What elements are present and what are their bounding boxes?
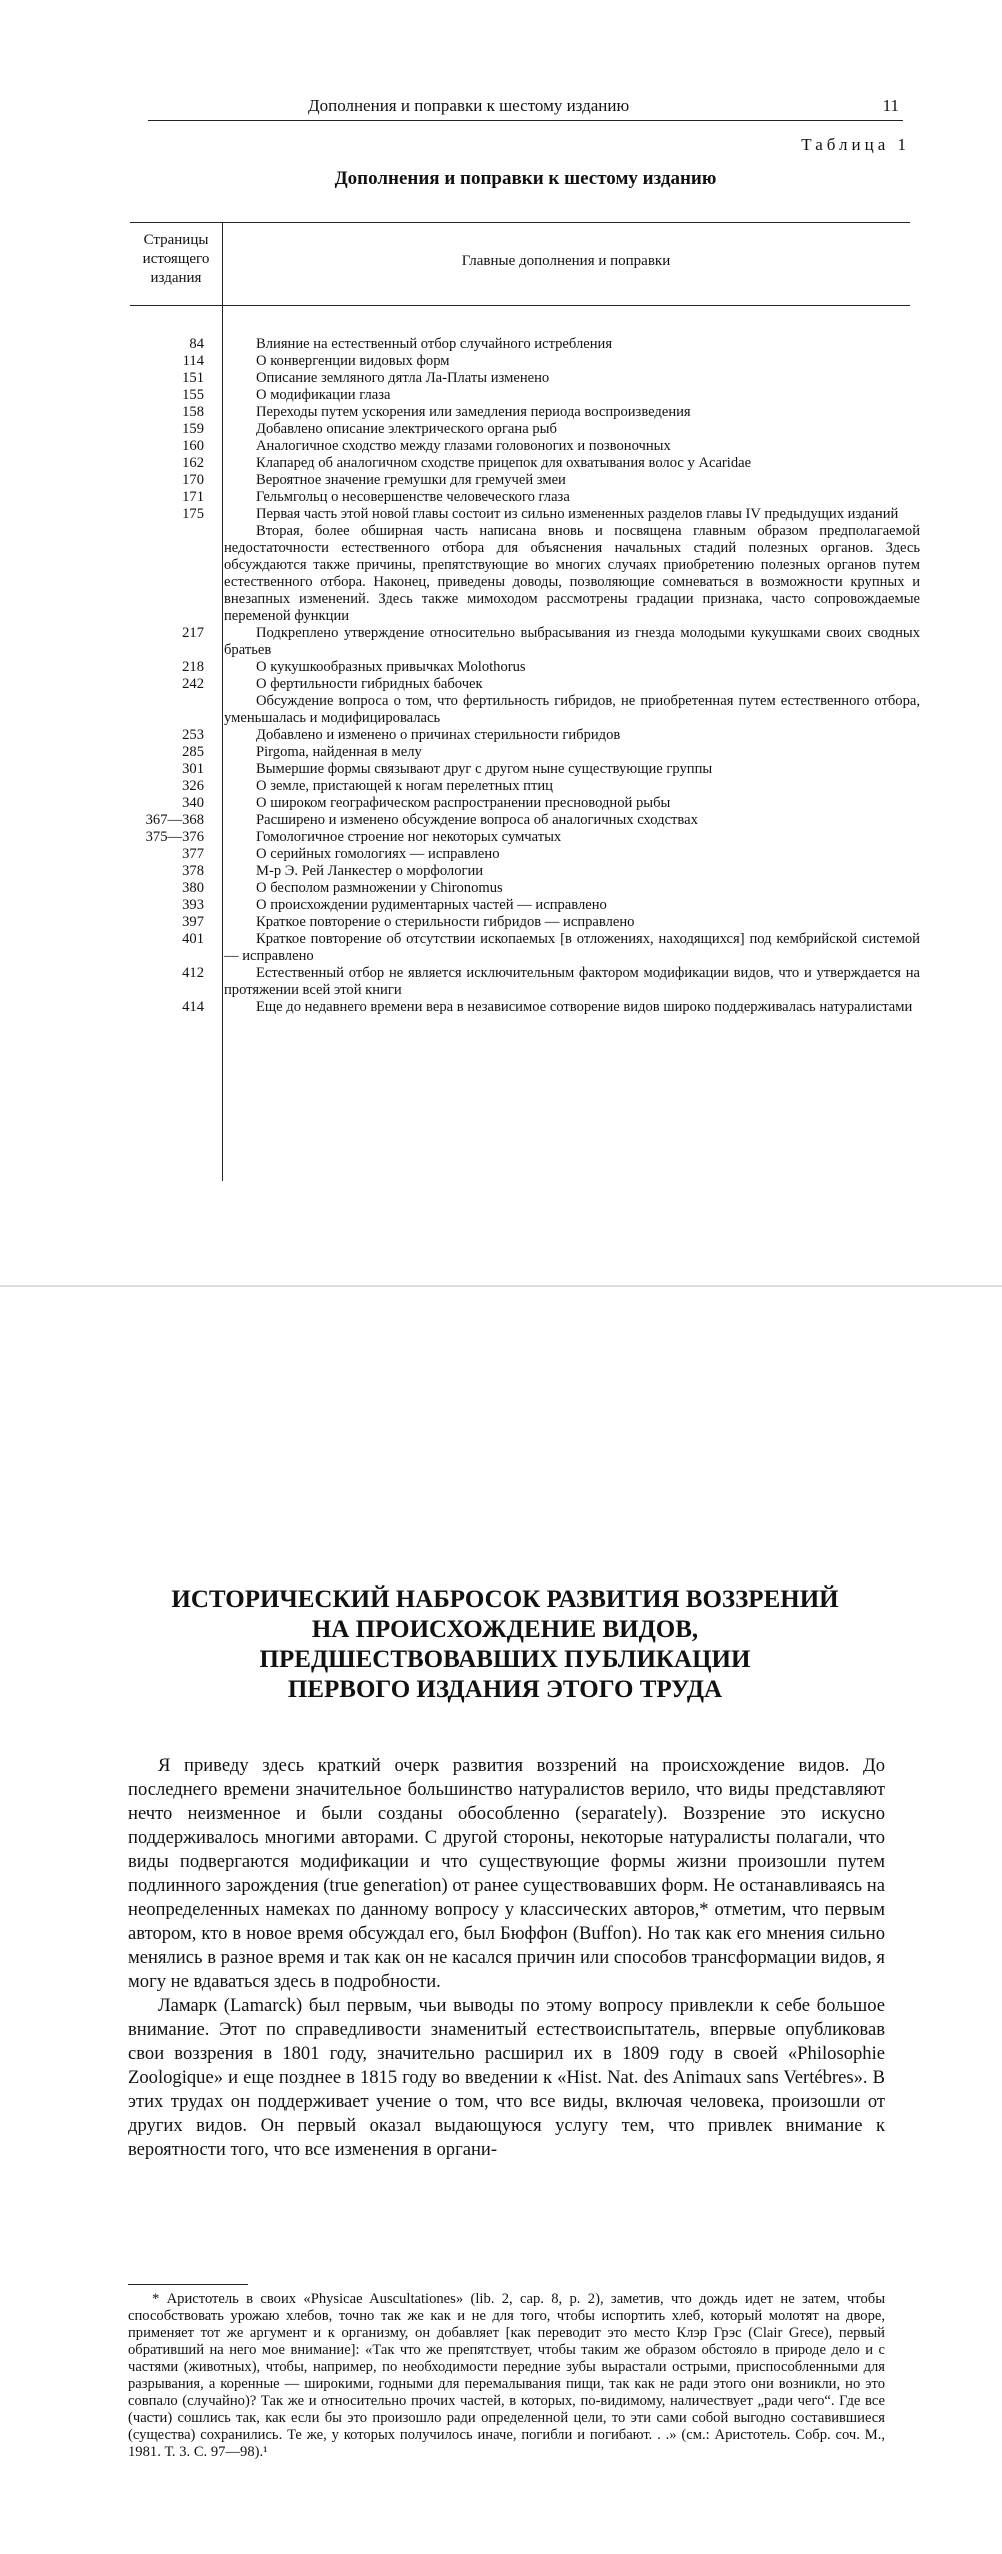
table-row <box>130 421 920 438</box>
column-header-pages: Страницы истоящего издания <box>142 232 210 286</box>
row-change-text: Добавлено и изменено о причинах стерильности гибридов <box>256 727 621 743</box>
table-row <box>130 438 920 455</box>
table-row <box>130 846 920 863</box>
row-page-number: 114 <box>182 353 204 369</box>
row-change-text: Естественный отбор не является исключительным фактором модификации видов, что и утверждается на протяжении всей этой книги <box>224 965 920 998</box>
table-row <box>130 880 920 897</box>
row-change-text: Переходы путем ускорения или замедления периода воспроизведения <box>256 404 691 420</box>
row-change-text: Аналогичное сходство между глазами головоногих и позвоночных <box>256 438 671 454</box>
footnote: * Аристотель в своих «Physicae Auscultationes» (lib. 2, cap. 8, p. 2), заметив, что дождь идет не затем, чтобы способствовать урожаю хлебов, точно так же как и не для того, чтобы испортить хлеб, который молотят на дворе, применяет тот же аргумент и к организму, он добавляет [как переводит это место Клэр Грэс (Clair Grece), первый обративший на него мое внимание]: «Так что же препятствует, чтобы таким же образом обстояло в природе дело и с частями (животных), чтобы, например, по необходимости передние зубы вырастали острыми, приспособленными для разрывания, а коренные — широкими, годными для перемалывания пищи, так как не ради этого они возникли, но это совпало (случайно)? Так же и относительно прочих частей, в которых, по-видимому, наличествует „ради чего“. Где все (части) сошлись так, как если бы это произошло ради определенной цели, то эти сами собой выгодно составившиеся (существа) сохранились. Те же, у которых получилось иначе, погибли и погибают. . .» (см.: Аристотель. Собр. соч. М., 1981. Т. 3. С. 97—98).¹ <box>128 2291 885 2460</box>
row-change-text: О фертильности гибридных бабочек <box>256 676 483 692</box>
row-change-text: Вероятное значение гремушки для гремучей змеи <box>256 472 566 488</box>
row-page-number: 218 <box>182 659 204 675</box>
table-row <box>130 676 920 693</box>
paragraph: Ламарк (Lamarck) был первым, чьи выводы по этому вопросу привлекли к себе большое внимание. Этот по справедливости знаменитый естествоиспытатель, впервые опубликовав свои воззрения в 1801 году, значительно расширил их в 1809 году в своей «Philosophie Zoologique» и еще позднее в 1815 году во введении к «Hist. Nat. des Animaux sans Vertébres». В этих трудах он поддерживает учение о том, что все виды, включая человека, произошли от других видов. Он первый оказал выдающуюся услугу тем, что привлек внимание к вероятности того, что все изменения в органи- <box>128 1995 885 2160</box>
table-row <box>130 795 920 812</box>
table-row <box>130 472 920 489</box>
table-row <box>130 693 920 727</box>
row-change-text: Гомологичное строение ног некоторых сумчатых <box>256 829 562 845</box>
row-change-text: Краткое повторение об отсутствии ископаемых [в отложениях, находящихся] под кембрийской системой — исправлено <box>224 931 920 964</box>
table-row <box>130 744 920 761</box>
table-row <box>130 455 920 472</box>
table-header <box>130 222 910 306</box>
row-page-number: 380 <box>182 880 204 896</box>
row-page-number: 155 <box>182 387 204 403</box>
row-page-number: 285 <box>182 744 204 760</box>
table-row <box>130 931 920 965</box>
row-change-text: Влияние на естественный отбор случайного истребления <box>256 336 613 352</box>
row-change-text: Еще до недавнего времени вера в независимое сотворение видов широко поддерживалась натуралистами <box>256 999 913 1015</box>
row-page-number: 242 <box>182 676 204 692</box>
row-page-number: 84 <box>189 336 204 352</box>
row-change-text: Краткое повторение о стерильности гибридов — исправлено <box>256 914 635 930</box>
table-row <box>130 387 920 404</box>
row-page-number <box>130 693 214 727</box>
row-change-text: О серийных гомологиях — исправлено <box>256 846 500 862</box>
row-page-number: 158 <box>182 404 204 420</box>
row-change-text: Вторая, более обширная часть написана вновь и посвящена главным образом предполагаемой недостаточности естественного отбора для объяснения начальных стадий полезных органов. Здесь обсуждаются также причины, препятствующие во многих случаях приобретению полезных органов путем естественного отбора. Наконец, приведены доводы, позволяющие сомневаться в возможности крупных и внезапных изменений. Здесь также мимоходом рассмотрены градации признака, часто сопровождаемые переменой функции <box>224 523 920 624</box>
table-title: Дополнения и поправки к шестому изданию <box>334 168 717 189</box>
table-row <box>130 659 920 676</box>
row-change-text: О широком географическом распространении пресноводной рыбы <box>256 795 671 811</box>
table-row <box>130 761 920 778</box>
row-change-text: Обсуждение вопроса о том, что фертильность гибридов, не приобретенная путем естественного отбора, уменьшалась и модифицировалась <box>224 693 920 726</box>
table-row <box>130 353 920 370</box>
row-page-number: 175 <box>182 506 204 522</box>
row-page-number: 159 <box>182 421 204 437</box>
row-change-text: Описание земляного дятла Ла-Платы изменено <box>256 370 550 386</box>
row-page-number: 414 <box>182 999 204 1015</box>
row-change-text: Добавлено описание электрического органа рыб <box>256 421 557 437</box>
table-row <box>130 999 920 1016</box>
row-page-number: 378 <box>182 863 204 879</box>
body-text <box>128 1754 885 2162</box>
table-row <box>130 863 920 880</box>
row-page-number: 253 <box>182 727 204 743</box>
table-row <box>130 625 920 659</box>
row-page-number: 301 <box>182 761 204 777</box>
row-change-text: О модификации глаза <box>256 387 391 403</box>
row-change-text: Подкреплено утверждение относительно выбрасывания из гнезда молодыми кукушками своих сводных братьев <box>224 625 920 658</box>
row-change-text: Клапаред об аналогичном сходстве прицепок для охватывания волос у Acaridae <box>256 455 752 471</box>
row-page-number: 412 <box>182 965 204 981</box>
row-page-number: 401 <box>182 931 204 947</box>
row-page-number: 375—376 <box>145 829 204 845</box>
table-row <box>130 523 920 625</box>
table-row <box>130 897 920 914</box>
row-change-text: Гельмгольц о несовершенстве человеческого глаза <box>256 489 570 505</box>
row-change-text: М-р Э. Рей Ланкестер о морфологии <box>256 863 484 879</box>
row-page-number: 171 <box>182 489 204 505</box>
row-page-number: 377 <box>182 846 204 862</box>
table-row <box>130 506 920 523</box>
row-page-number: 340 <box>182 795 204 811</box>
row-page-number: 393 <box>182 897 204 913</box>
running-head <box>148 96 903 121</box>
row-page-number: 162 <box>182 455 204 471</box>
table-label: Таблица 1 <box>801 135 910 154</box>
chapter-title: ИСТОРИЧЕСКИЙ НАБРОСОК РАЗВИТИЯ ВОЗЗРЕНИЙ НА ПРОИСХОЖДЕНИЕ ВИДОВ, ПРЕДШЕСТВОВАВШИХ ПУБЛИКАЦИИ ПЕРВОГО ИЗДАНИЯ ЭТОГО ТРУДА <box>171 1586 839 1703</box>
row-change-text: Расширено и изменено обсуждение вопроса об аналогичных сходствах <box>256 812 698 828</box>
column-header-changes: Главные дополнения и поправки <box>461 253 671 269</box>
table-body <box>130 336 920 1016</box>
table-row <box>130 404 920 421</box>
row-change-text: О происхождении рудиментарных частей — исправлено <box>256 897 607 913</box>
footnote-rule <box>128 2284 248 2285</box>
table-row <box>130 829 920 846</box>
row-change-text: Pirgoma, найденная в мелу <box>256 744 422 760</box>
row-page-number: 151 <box>182 370 204 386</box>
row-page-number: 217 <box>182 625 204 641</box>
paragraph: Я приведу здесь краткий очерк развития воззрений на происхождение видов. До последнего времени значительное большинство натуралистов верило, что виды представляют нечто неизменное и были созданы обособленно (separately). Воззрение это искусно поддерживалось многими авторами. С другой стороны, некоторые натуралисты полагали, что виды подвергаются модификации и что существующие формы жизни произошли путем подлинного зарождения (true generation) от ранее существовавших форм. Не останавливаясь на неопределенных намеках по данному вопросу у классических авторов,* отметим, что первым автором, кто в новое время обсуждал его, был Бюффон (Buffon). Но так как его мнения сильно менялись в разное время и так как он не касался причин или способов трансформации видов, я могу не вдаваться здесь в подробности. <box>128 1755 885 1992</box>
row-change-text: О конвергенции видовых форм <box>256 353 450 369</box>
table-row <box>130 727 920 744</box>
row-change-text: Первая часть этой новой главы состоит из сильно измененных разделов главы IV предыдущих изданий <box>256 506 899 522</box>
table-row <box>130 778 920 795</box>
table-row <box>130 914 920 931</box>
row-page-number: 367—368 <box>145 812 204 828</box>
row-change-text: Вымершие формы связывают друг с другом ныне существующие группы <box>256 761 713 777</box>
row-page-number: 397 <box>182 914 204 930</box>
table-row <box>130 370 920 387</box>
running-head-title: Дополнения и поправки к шестому изданию <box>308 96 630 115</box>
page-number: 11 <box>882 96 899 115</box>
row-change-text: О земле, пристающей к ногам перелетных птиц <box>256 778 553 794</box>
page-historical-sketch <box>0 1287 1002 2554</box>
table-row <box>130 965 920 999</box>
row-change-text: О кукушкообразных привычках Molothorus <box>256 659 526 675</box>
row-page-number <box>130 523 214 625</box>
row-page-number: 170 <box>182 472 204 488</box>
table-row <box>130 489 920 506</box>
table-row <box>130 812 920 829</box>
row-change-text: О бесполом размножении у Chironomus <box>256 880 503 896</box>
row-page-number: 326 <box>182 778 204 794</box>
row-page-number: 160 <box>182 438 204 454</box>
table-row <box>130 336 920 353</box>
